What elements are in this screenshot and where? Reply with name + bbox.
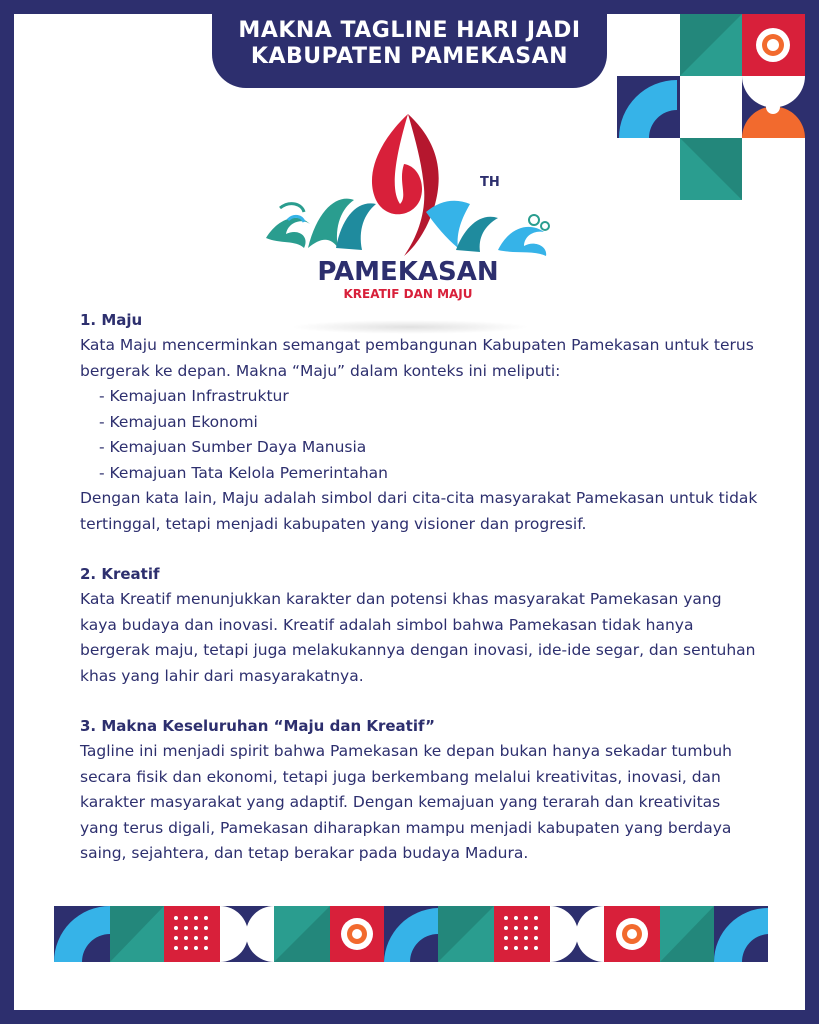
list-item: - Kemajuan Sumber Daya Manusia bbox=[80, 435, 760, 461]
section-title: 3. Makna Keseluruhan “Maju dan Kreatif” bbox=[80, 717, 435, 735]
deco-ring-inner bbox=[767, 39, 779, 51]
section-body: Tagline ini menjadi spirit bahwa Pamekasan ke depan bukan hanya sekadar tumbuh secara fisik dan ekonomi, tetapi juga berkembang melalui kreativitas, inovasi, dan karakter masyarakat yang adaptif. Dengan kemajuan yang terarah dan kreativitas yang terus digali, Pamekasan diharapkan mampu menjadi kabupaten yang berdaya saing, sejahtera, dan tetap berakar pada budaya Madura. bbox=[80, 742, 732, 862]
title-line-1: MAKNA TAGLINE HARI JADI bbox=[238, 18, 581, 43]
geometric-decoration-bottom bbox=[54, 906, 768, 962]
list-item: - Kemajuan Tata Kelola Pemerintahan bbox=[80, 461, 760, 487]
section-kreatif bbox=[80, 562, 760, 689]
frame-right bbox=[805, 0, 819, 1024]
logo-tagline: KREATIF DAN MAJU bbox=[343, 287, 473, 301]
title-banner bbox=[212, 0, 607, 88]
spacer bbox=[80, 537, 760, 562]
pattern-block-b bbox=[438, 906, 768, 962]
content bbox=[80, 308, 760, 867]
logo-name: PAMEKASAN bbox=[317, 257, 499, 287]
frame-left bbox=[0, 0, 14, 1024]
list-item: - Kemajuan Infrastruktur bbox=[80, 384, 760, 410]
section-title: 2. Kreatif bbox=[80, 565, 160, 583]
section-outro: Dengan kata lain, Maju adalah simbol dari cita-cita masyarakat Pamekasan untuk tidak tertinggal, tetapi menjadi kabupaten yang visioner dan progresif. bbox=[80, 489, 758, 533]
logo-emblem-icon bbox=[266, 114, 549, 256]
section-title: 1. Maju bbox=[80, 311, 143, 329]
logo-ordinal-suffix: TH bbox=[480, 175, 500, 190]
section-body: Kata Kreatif menunjukkan karakter dan potensi khas masyarakat Pamekasan yang kaya budaya dan inovasi. Kreatif adalah simbol bahwa Pamekasan tidak hanya bergerak maju, tetapi juga melakukannya dengan inovasi, ide-ide segar, dan sentuhan khas yang lahir dari masyarakatnya. bbox=[80, 590, 756, 685]
section-overall-meaning bbox=[80, 714, 760, 867]
section-intro: Kata Maju mencerminkan semangat pembangunan Kabupaten Pamekasan untuk terus bergerak ke depan. Makna “Maju” dalam konteks ini meliputi: bbox=[80, 336, 754, 380]
section-maju bbox=[80, 308, 760, 537]
list-item: - Kemajuan Ekonomi bbox=[80, 410, 760, 436]
geometric-decoration-top bbox=[617, 14, 805, 200]
frame-bottom bbox=[0, 1010, 819, 1024]
anniversary-logo bbox=[258, 108, 558, 303]
pattern-block-a bbox=[54, 906, 438, 962]
deco-white-dot bbox=[766, 100, 780, 114]
progress-list bbox=[80, 384, 760, 486]
title-line-2: KABUPATEN PAMEKASAN bbox=[250, 44, 569, 69]
spacer bbox=[80, 689, 760, 714]
